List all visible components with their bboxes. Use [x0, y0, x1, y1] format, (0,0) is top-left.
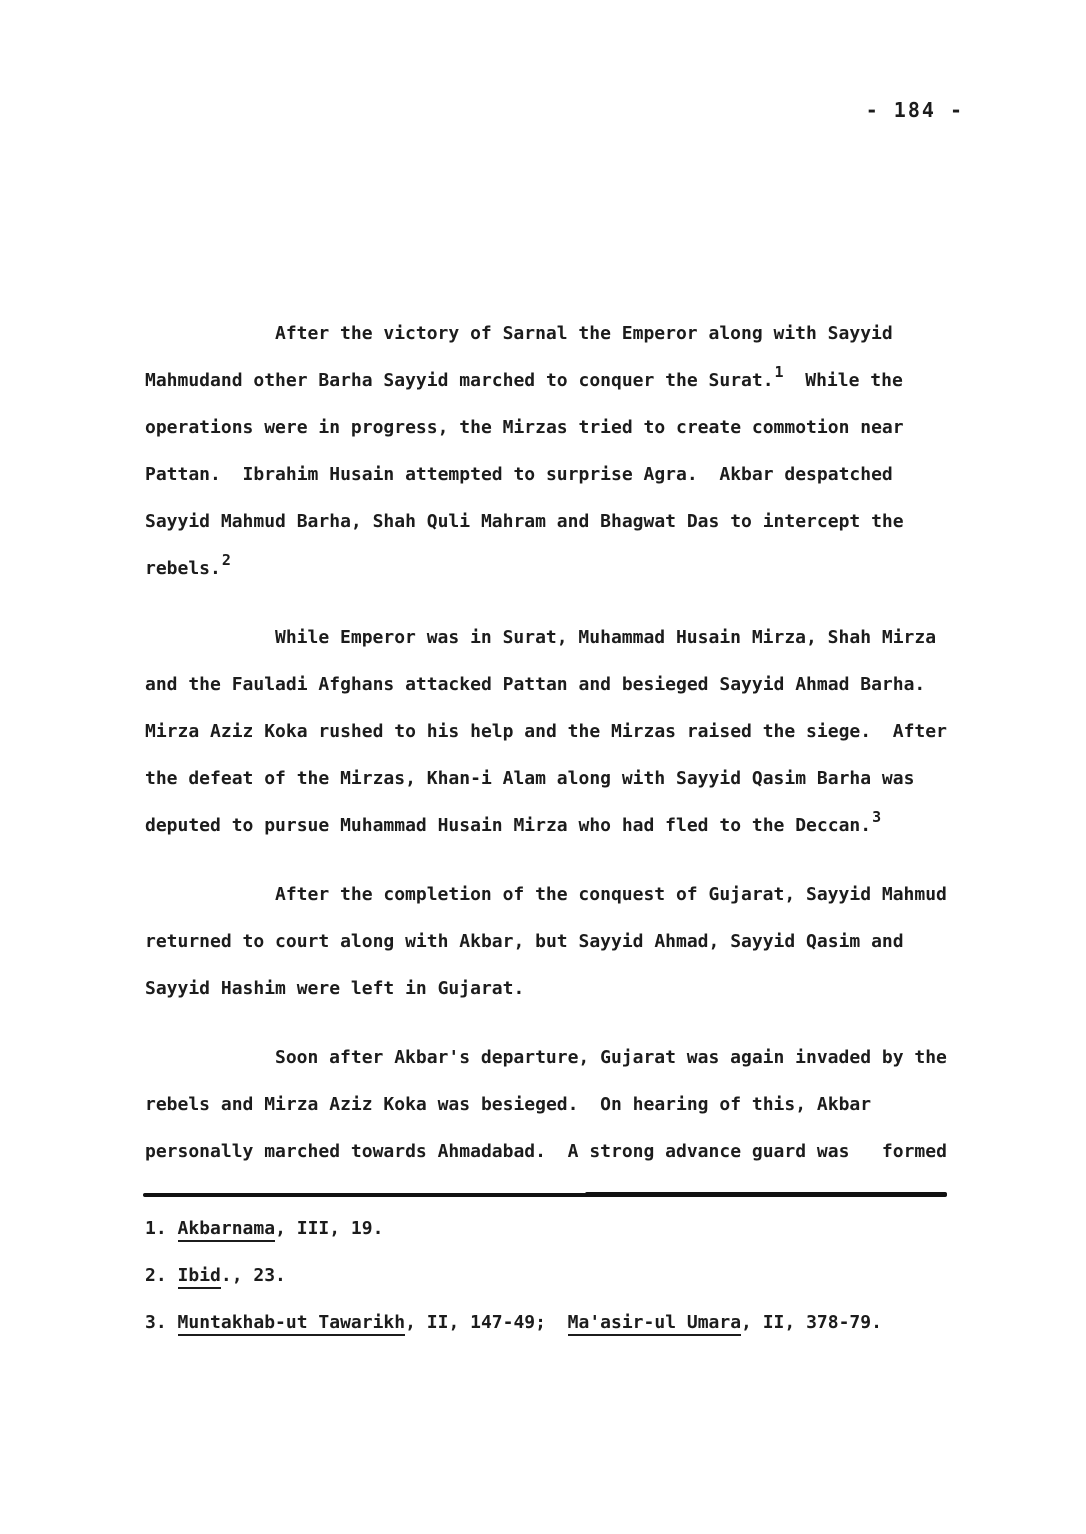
text-line: personally marched towards Ahmadabad. A strong advance guard was formed — [145, 1141, 947, 1162]
text-line: After the victory of Sarnal the Emperor along with Sayyid — [275, 323, 893, 344]
text-line: Mahmudand other Barha Sayyid marched to conquer the Surat.1 While the — [145, 363, 903, 391]
paragraph — [145, 1034, 965, 1175]
text-line: deputed to pursue Muhammad Husain Mirza who had fled to the Deccan.3 — [145, 808, 882, 836]
paragraph — [145, 310, 965, 592]
text-line: operations were in progress, the Mirzas tried to create commotion near — [145, 417, 904, 438]
text-line: Mirza Aziz Koka rushed to his help and the Mirzas raised the siege. After — [145, 721, 947, 742]
underlined-title: Ibid — [178, 1265, 221, 1289]
footnote: 3. Muntakhab-ut Tawarikh, II, 147-49; Ma'asir-ul Umara, II, 378-79. — [145, 1299, 965, 1346]
text-line: rebels.2 — [145, 551, 231, 579]
text-line: rebels and Mirza Aziz Koka was besieged. On hearing of this, Akbar — [145, 1094, 872, 1115]
text-line: After the completion of the conquest of Gujarat, Sayyid Mahmud — [275, 884, 947, 905]
text-line: Sayyid Mahmud Barha, Shah Quli Mahram and Bhagwat Das to intercept the — [145, 511, 904, 532]
body — [145, 310, 965, 1197]
footnote: 1. Akbarnama, III, 19. — [145, 1205, 965, 1252]
paragraph — [145, 871, 965, 1012]
text-line: Soon after Akbar's departure, Gujarat was again invaded by the — [275, 1047, 947, 1068]
page-number: - 184 - — [865, 98, 964, 122]
text-line: Sayyid Hashim were left in Gujarat. — [145, 978, 525, 999]
text-line: While Emperor was in Surat, Muhammad Husain Mirza, Shah Mirza — [275, 627, 937, 648]
footnotes — [145, 1205, 965, 1346]
text-line: Pattan. Ibrahim Husain attempted to surprise Agra. Akbar despatched — [145, 464, 893, 485]
paragraph — [145, 614, 965, 849]
text-line: the defeat of the Mirzas, Khan-i Alam along with Sayyid Qasim Barha was — [145, 768, 915, 789]
footnote: 2. Ibid., 23. — [145, 1252, 965, 1299]
footnote-separator — [143, 1193, 947, 1197]
text-line: returned to court along with Akbar, but Sayyid Ahmad, Sayyid Qasim and — [145, 931, 904, 952]
underlined-title: Ma'asir-ul Umara — [568, 1312, 741, 1336]
underlined-title: Akbarnama — [178, 1218, 276, 1242]
underlined-title: Muntakhab-ut Tawarikh — [178, 1312, 406, 1336]
text-line: and the Fauladi Afghans attacked Pattan and besieged Sayyid Ahmad Barha. — [145, 674, 926, 695]
